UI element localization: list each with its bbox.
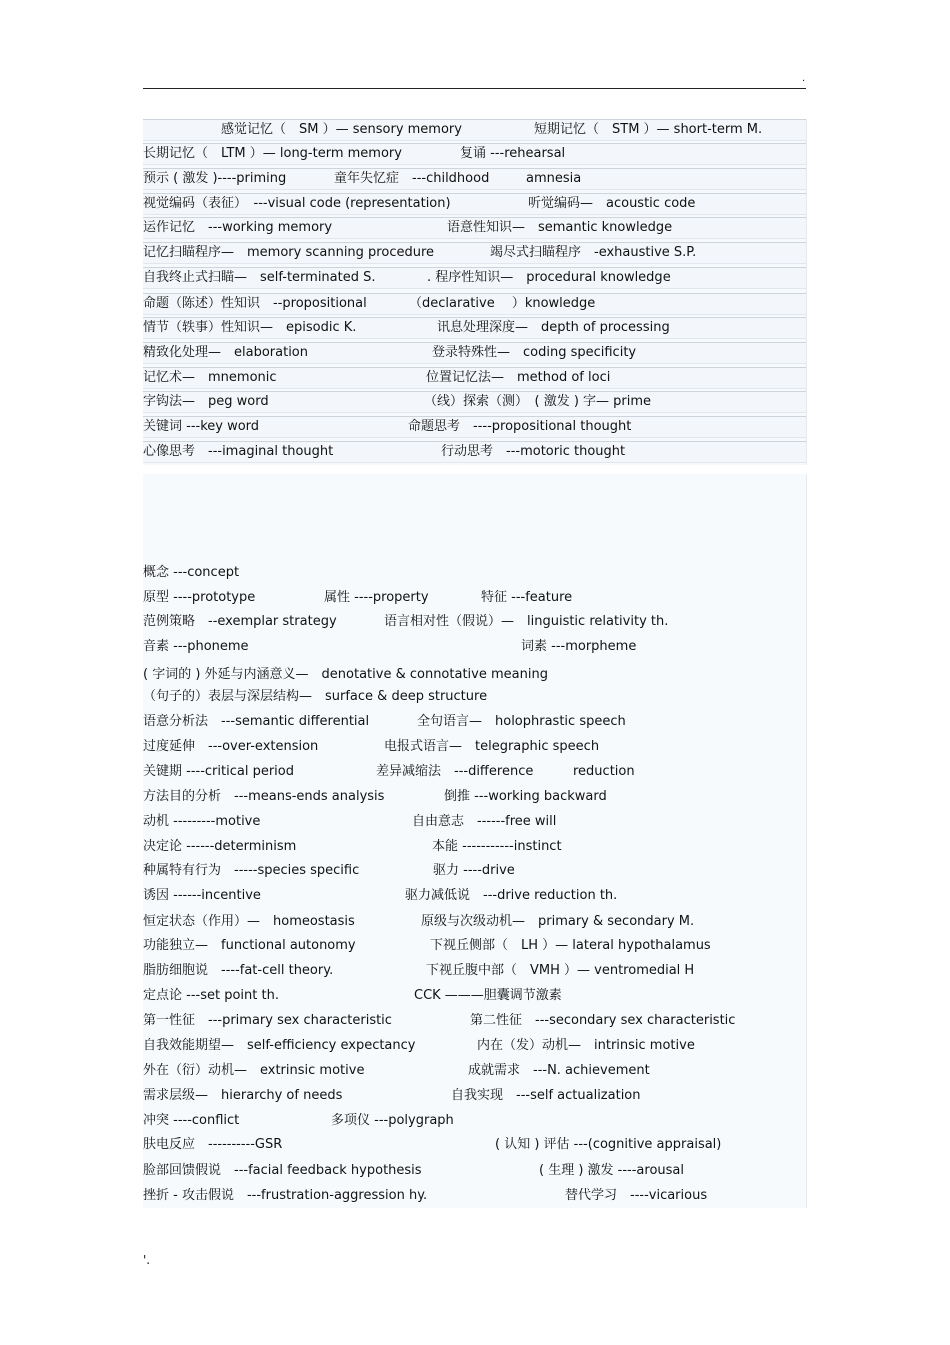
memory-term-cell: 命题思考 ----propositional thought xyxy=(408,419,632,434)
glossary-term-cell: 多项仪 ---polygraph xyxy=(331,1113,454,1128)
memory-term-cell: 童年失忆症 ---childhood xyxy=(334,171,490,186)
memory-term-cell: 记忆扫瞄程序— memory scanning procedure xyxy=(143,245,435,260)
glossary-term-cell: 概念 ---concept xyxy=(143,565,240,580)
memory-term-cell: 复诵 ---rehearsal xyxy=(460,146,566,161)
memory-term-row xyxy=(143,242,806,264)
glossary-term-cell: 驱力减低说 ---drive reduction th. xyxy=(405,888,618,903)
memory-term-cell: 自我终止式扫瞄— self-terminated S. xyxy=(143,270,376,285)
glossary-term-cell: 属性 ----property xyxy=(324,590,429,605)
glossary-term-cell: ( 字词的 ) 外延与内涵意义— denotative & connotative meaning xyxy=(143,667,548,682)
glossary-term-cell: 自由意志 ------free will xyxy=(412,814,557,829)
memory-term-cell: （线）探索（测） ( 激发 ) 字— prime xyxy=(424,394,652,409)
glossary-term-cell: 本能 -----------instinct xyxy=(432,839,562,854)
glossary-term-cell: CCK ———胆囊调节激素 xyxy=(414,988,562,1003)
memory-term-row xyxy=(143,293,806,315)
memory-term-cell: 运作记忆 ---working memory xyxy=(143,220,333,235)
memory-term-row xyxy=(143,143,806,165)
memory-term-cell: 精致化处理— elaboration xyxy=(143,345,308,360)
glossary-term-cell: 定点论 ---set point th. xyxy=(143,988,279,1003)
memory-term-cell: amnesia xyxy=(526,171,582,186)
glossary-term-cell: 内在（发）动机— intrinsic motive xyxy=(477,1038,695,1053)
memory-term-cell: 语意性知识— semantic knowledge xyxy=(447,220,673,235)
glossary-term-cell: 自我实现 ---self actualization xyxy=(451,1088,641,1103)
glossary-term-cell: reduction xyxy=(573,764,635,779)
glossary-term-cell: 决定论 ------determinism xyxy=(143,839,297,854)
memory-term-row xyxy=(143,441,806,463)
glossary-term-cell: 倒推 ---working backward xyxy=(444,789,607,804)
glossary-term-cell: 第二性征 ---secondary sex characteristic xyxy=(470,1013,736,1028)
memory-term-row xyxy=(143,367,806,389)
glossary-term-cell: 语意分析法 ---semantic differential xyxy=(143,714,370,729)
memory-term-row xyxy=(143,119,806,141)
glossary-term-cell: 挫折 - 攻击假说 ---frustration-aggression hy. xyxy=(143,1188,428,1203)
glossary-term-cell: 肤电反应 ----------GSR xyxy=(143,1137,283,1152)
glossary-term-cell: 方法目的分析 ---means-ends analysis xyxy=(143,789,385,804)
memory-term-cell: 竭尽式扫瞄程序 -exhaustive S.P. xyxy=(490,245,697,260)
glossary-term-cell: 功能独立— functional autonomy xyxy=(143,938,356,953)
memory-term-cell: 关键词 ---key word xyxy=(143,419,260,434)
memory-term-cell: 记忆术— mnemonic xyxy=(143,370,277,385)
memory-term-cell: 登录特殊性— coding specificity xyxy=(432,345,637,360)
glossary-term-cell: 语言相对性（假说）— linguistic relativity th. xyxy=(384,614,669,629)
glossary-term-cell: 恒定状态（作用）— homeostasis xyxy=(143,914,355,929)
glossary-term-cell: （句子的）表层与深层结构— surface & deep structure xyxy=(143,689,488,704)
memory-term-cell: 预示 ( 激发 )----priming xyxy=(143,171,287,186)
glossary-term-cell: 下视丘侧部（ LH ）— lateral hypothalamus xyxy=(430,938,711,953)
memory-term-row xyxy=(143,168,806,190)
cognition-motivation-terms xyxy=(143,474,807,1208)
glossary-term-cell: 原级与次级动机— primary & secondary M. xyxy=(421,914,695,929)
glossary-term-cell: ( 认知 ) 评估 ---(cognitive appraisal) xyxy=(495,1137,722,1152)
memory-term-row xyxy=(143,317,806,339)
memory-term-cell: 字钩法— peg word xyxy=(143,394,269,409)
memory-term-cell: 行动思考 ---motoric thought xyxy=(441,444,626,459)
footer-corner-mark: '. xyxy=(143,1253,151,1267)
glossary-term-cell: 冲突 ----conflict xyxy=(143,1113,240,1128)
glossary-term-cell: 原型 ----prototype xyxy=(143,590,256,605)
glossary-term-cell: 关键期 ----critical period xyxy=(143,764,294,779)
glossary-term-cell: 差异减缩法 ---difference xyxy=(376,764,534,779)
glossary-term-cell: 脸部回馈假说 ---facial feedback hypothesis xyxy=(143,1163,422,1178)
header-corner-mark: . xyxy=(802,73,806,84)
glossary-term-cell: 替代学习 ----vicarious xyxy=(565,1188,708,1203)
memory-term-cell: 位置记忆法— method of loci xyxy=(426,370,611,385)
glossary-term-cell: 种属特有行为 -----species specific xyxy=(143,863,360,878)
memory-term-cell: 感觉记忆（ SM ）— sensory memory xyxy=(221,122,462,137)
glossary-term-cell: 全句语言— holophrastic speech xyxy=(417,714,626,729)
glossary-term-cell: 诱因 ------incentive xyxy=(143,888,261,903)
memory-term-cell: . 程序性知识— procedural knowledge xyxy=(427,270,671,285)
glossary-term-cell: 自我效能期望— self-efficiency expectancy xyxy=(143,1038,416,1053)
memory-term-row xyxy=(143,416,806,438)
glossary-term-cell: 过度延伸 ---over-extension xyxy=(143,739,319,754)
memory-terms-table xyxy=(143,119,807,465)
glossary-term-cell: 需求层级— hierarchy of needs xyxy=(143,1088,343,1103)
memory-term-row xyxy=(143,217,806,239)
glossary-term-cell: 下视丘腹中部（ VMH ）— ventromedial H xyxy=(426,963,695,978)
glossary-term-cell: 范例策略 --exemplar strategy xyxy=(143,614,337,629)
glossary-term-cell: 电报式语言— telegraphic speech xyxy=(384,739,600,754)
glossary-term-cell: 词素 ---morpheme xyxy=(521,639,637,654)
memory-term-cell: （declarative ）knowledge xyxy=(409,296,596,311)
glossary-term-cell: 音素 ---phoneme xyxy=(143,639,249,654)
memory-term-cell: 视觉编码（表征） ---visual code (representation) xyxy=(143,196,451,211)
glossary-term-cell: 特征 ---feature xyxy=(481,590,573,605)
memory-term-row xyxy=(143,267,806,289)
memory-term-row xyxy=(143,193,806,215)
glossary-term-cell: 第一性征 ---primary sex characteristic xyxy=(143,1013,392,1028)
memory-term-cell: 情节（轶事）性知识— episodic K. xyxy=(143,320,357,335)
memory-term-cell: 长期记忆（ LTM ）— long-term memory xyxy=(143,146,402,161)
glossary-term-cell: 外在（衍）动机— extrinsic motive xyxy=(143,1063,365,1078)
memory-term-cell: 听觉编码— acoustic code xyxy=(528,196,696,211)
memory-term-row xyxy=(143,342,806,364)
memory-term-cell: 短期记忆（ STM ）— short-term M. xyxy=(534,122,763,137)
memory-term-cell: 讯息处理深度— depth of processing xyxy=(437,320,670,335)
glossary-term-cell: ( 生理 ) 激发 ----arousal xyxy=(539,1163,685,1178)
memory-term-cell: 命题（陈述）性知识 --propositional xyxy=(143,296,367,311)
glossary-term-cell: 成就需求 ---N. achievement xyxy=(468,1063,650,1078)
glossary-term-cell: 脂肪细胞说 ----fat-cell theory. xyxy=(143,963,334,978)
glossary-term-cell: 动机 ---------motive xyxy=(143,814,261,829)
memory-term-cell: 心像思考 ---imaginal thought xyxy=(143,444,334,459)
memory-term-row xyxy=(143,391,806,413)
glossary-term-cell: 驱力 ----drive xyxy=(433,863,515,878)
header-rule xyxy=(143,88,806,89)
